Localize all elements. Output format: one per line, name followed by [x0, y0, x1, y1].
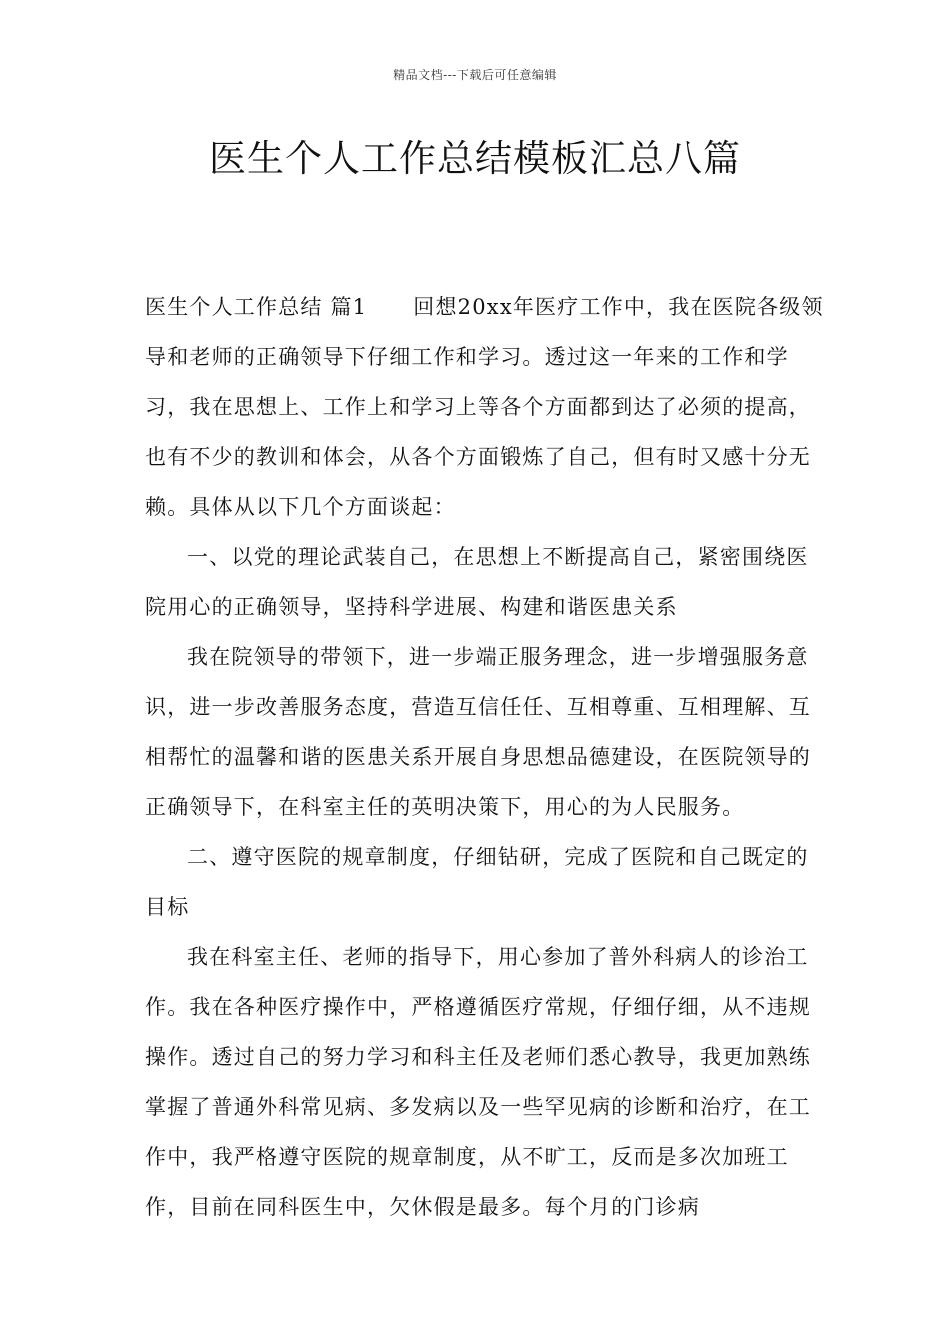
header-note: 精品文档---下载后可任意编辑 — [393, 68, 557, 82]
paragraph-4: 二、遵守医院的规章制度，仔细钻研，完成了医院和自己既定的目标 — [145, 845, 809, 919]
document-title: 医生个人工作总结模板汇总八篇 — [209, 137, 741, 180]
paragraph-3: 我在院领导的带领下，进一步端正服务理念，进一步增强服务意识，进一步改善服务态度，营造互信任任、互相尊重、互相理解、互相帮忙的温馨和谐的医患关系开展自身思想品德建设，在医院领导的正确领导下，在科室主任的英明决策下，用心的为人民服务。 — [145, 645, 811, 819]
document-body — [145, 282, 825, 1232]
paragraph-1-text: 回想20xx年医疗工作中，我在医院各级领导和老师的正确领导下仔细工作和学习。透过这一年来的工作和学习，我在思想上、工作上和学习上等各个方面都到达了必须的提高，也有不少的教训和体会，从各个方面锻炼了自己，但有时又感十分无赖。具体从以下几个方面谈起： — [145, 295, 824, 519]
section-label: 医生个人工作总结 篇1 — [145, 295, 368, 319]
paragraph-2: 一、以党的理论武装自己，在思想上不断提高自己，紧密围绕医院用心的正确领导，坚持科学进展、构建和谐医患关系 — [145, 545, 809, 619]
paragraph-5: 我在科室主任、老师的指导下，用心参加了普外科病人的诊治工作。我在各种医疗操作中，严格遵循医疗常规，仔细仔细，从不违规操作。透过自己的努力学习和科主任及老师们悉心教导，我更加熟练掌握了普通外科常见病、多发病以及一些罕见病的诊断和治疗，在工作中，我严格遵守医院的规章制度，从不旷工，反而是多次加班工作，目前在同科医生中，欠休假是最多。每个月的门诊病 — [145, 945, 811, 1219]
paragraph-intro — [145, 282, 825, 532]
